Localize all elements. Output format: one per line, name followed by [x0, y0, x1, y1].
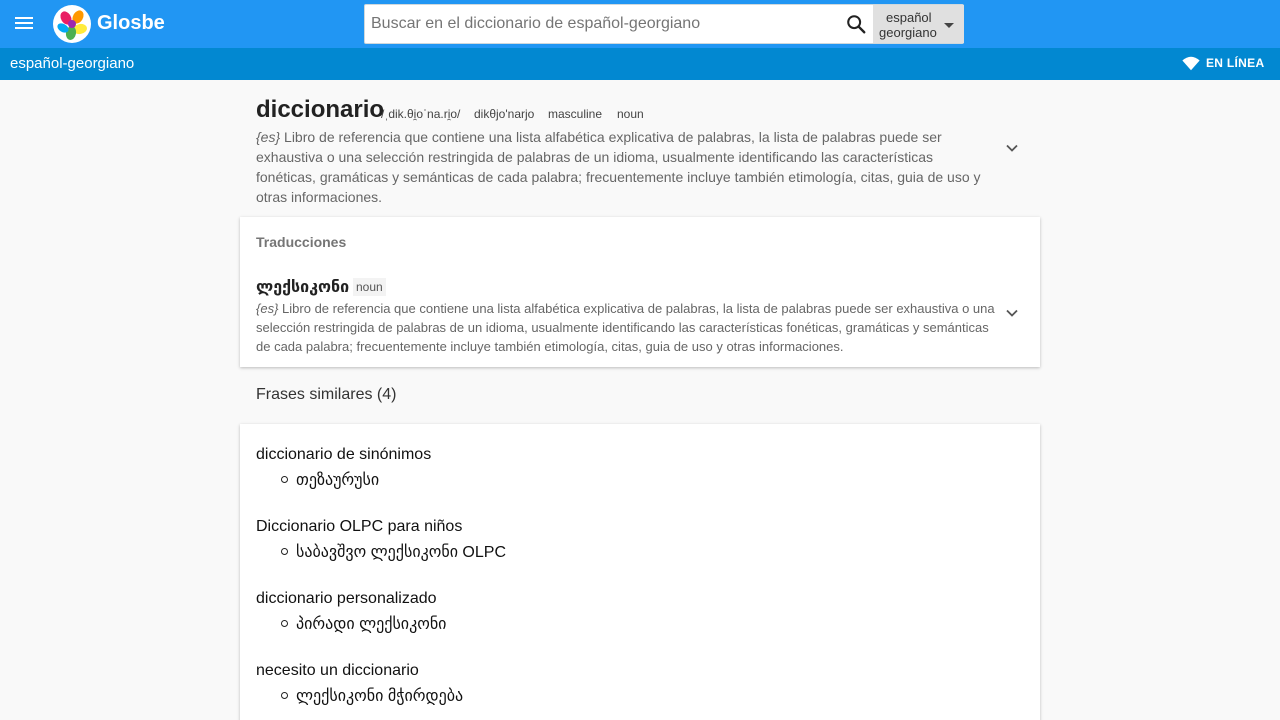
similar-phrase[interactable]: necesito un diccionario — [256, 662, 419, 679]
language-pair-label[interactable]: español-georgiano — [10, 55, 135, 72]
language-select-line2: georgiano — [879, 25, 937, 40]
similar-phrase[interactable]: diccionario de sinónimos — [256, 446, 432, 463]
translation-pos: noun — [353, 278, 386, 296]
similar-phrases-title: Frases similares (4) — [256, 386, 397, 403]
similar-phrase[interactable]: Diccionario OLPC para niños — [256, 518, 463, 535]
definition-text: Libro de referencia que contiene una lista alfabética explicativa de palabras, la lista de palabras puede ser exhaustiva o una selección restringida de palabras de un idioma, usualmente identificando las características fonéticas, gramáticas y semánticas de cada palabra; frecuentemente incluye también etimología, citas, guia de uso y otras informaciones. — [256, 129, 981, 205]
similar-phrases-card — [240, 424, 1040, 720]
wifi-icon — [1182, 56, 1200, 71]
ipa: /ˌdik.θi̯oˈna.ri̯o/ — [381, 107, 461, 121]
menu-icon[interactable] — [14, 14, 34, 34]
pronunciation: dikθjo'narjo — [474, 107, 535, 121]
similar-phrase[interactable]: diccionario personalizado — [256, 590, 437, 607]
entry-definition — [256, 127, 991, 207]
list-bullet — [281, 548, 288, 555]
brand-name[interactable]: Glosbe — [97, 12, 165, 34]
list-bullet — [281, 476, 288, 483]
search-box — [364, 4, 964, 44]
chevron-down-icon[interactable] — [1005, 306, 1019, 320]
gender: masculine — [548, 107, 603, 121]
translation-definition — [256, 299, 996, 356]
part-of-speech: noun — [617, 107, 644, 121]
top-app-bar — [0, 0, 1280, 48]
search-icon[interactable] — [845, 13, 867, 35]
translation-word[interactable]: ლექსიკონი — [256, 279, 350, 296]
language-select[interactable] — [873, 5, 964, 43]
caret-down-icon — [944, 23, 954, 28]
entry-header — [256, 96, 996, 124]
translations-title: Traducciones — [256, 234, 347, 250]
translation-definition-text: Libro de referencia que contiene una lista alfabética explicativa de palabras, la lista de palabras puede ser exhaustiva o una selección restringida de palabras de un idioma, usualmente identificando las características fonéticas, gramáticas y semánticas de cada palabra; frecuentemente incluye también etimología, citas, guia de uso y otras informaciones. — [256, 301, 995, 354]
translations-card — [240, 217, 1040, 367]
language-select-line1: español — [886, 10, 932, 25]
online-status-label: EN LÍNEA — [1206, 56, 1265, 70]
list-bullet — [281, 620, 288, 627]
search-input[interactable] — [371, 5, 841, 43]
language-pair-bar — [0, 48, 1280, 80]
glosbe-logo[interactable] — [53, 5, 91, 43]
translation-definition-language: {es} — [256, 301, 279, 316]
definition-language: {es} — [256, 129, 281, 145]
similar-phrase-translation[interactable]: ლექსიკონი მჭირდება — [296, 688, 464, 705]
headword: diccionario — [256, 96, 385, 123]
chevron-down-icon[interactable] — [1005, 141, 1019, 155]
similar-phrase-translation[interactable]: თეზაურუსი — [296, 472, 380, 489]
list-bullet — [281, 692, 288, 699]
similar-phrase-translation[interactable]: პირადი ლექსიკონი — [296, 616, 447, 633]
similar-phrase-translation[interactable]: საბავშვო ლექსიკონი OLPC — [296, 544, 506, 561]
